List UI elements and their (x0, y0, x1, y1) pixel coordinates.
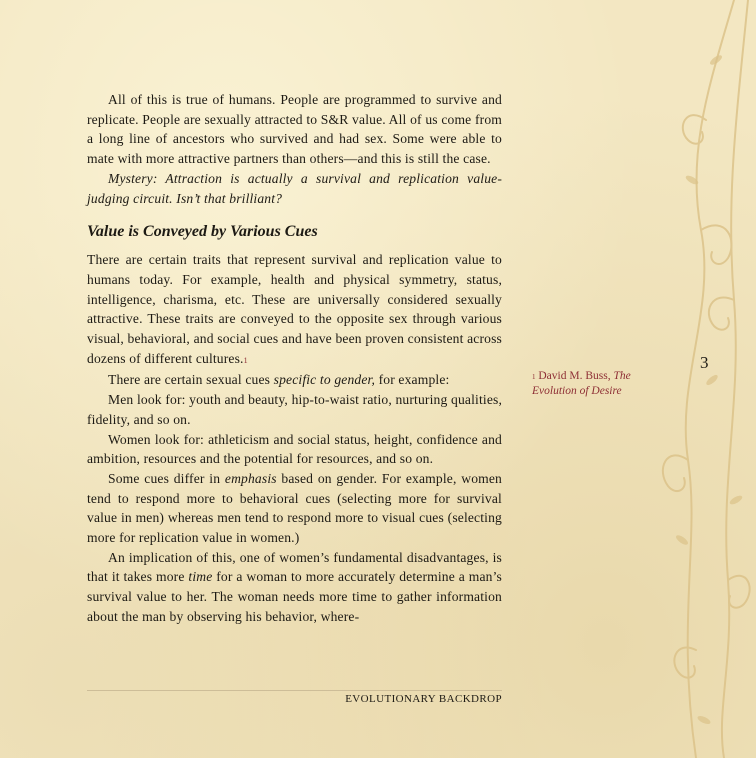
sidenote-title: The Evolution of Desire (532, 370, 631, 397)
sidenote-author: David M. Buss, (538, 370, 614, 382)
paragraph-7-start: Some cues differ in (108, 470, 225, 486)
running-footer: EVOLUTIONARY BACKDROP (345, 693, 502, 705)
sidenote-number: 1 (532, 373, 536, 381)
section-heading: Value is Conveyed by Various Cues (87, 223, 318, 241)
paragraph-4-end: for example: (375, 372, 450, 388)
sidenote (532, 370, 662, 398)
paragraph-3-text: There are certain traits that represent survival and replication value to humans today. For example, health and physical symmetry, status, intelligence, charisma, etc. These are universally considered sexually attractive. These traits are conveyed to the opposite sex through various visual, behavioral, and social cues and have been proven consistent across dozens of different cultures. (87, 252, 502, 366)
paragraph-5: Men look for: youth and beauty, hip-to-waist ratio, nurturing qualities, fidelity, and so on. (87, 392, 502, 427)
paragraph-8-start: An implication of this, one of women’s fundamental disadvantages, is that it takes more (87, 549, 502, 585)
footnote-ref: 1 (243, 355, 248, 365)
paragraph-7-end: based on gender. For example, women tend to respond more to behavioral cues (selecting more for survival value in men) whereas men tend to respond more to visual cues (selecting more for replication value in women.) (87, 470, 502, 546)
paragraph-3 (87, 250, 502, 370)
footer-divider (87, 690, 502, 691)
paragraph-7 (87, 469, 502, 548)
paragraph-7-emphasis: emphasis (224, 470, 277, 486)
paragraph-8-end: for a woman to more accurately determine a man’s survival value to her. The woman needs more time to gather information about the man by observing his behavior, where- (87, 569, 502, 624)
paragraph-8-emphasis: time (188, 569, 213, 585)
mystery-quote: Mystery: Attraction is actually a survival and replication value-judging circuit. Isn’t that brilliant? (87, 170, 502, 206)
paragraph-6: Women look for: athleticism and social status, height, confidence and ambition, resources and the potential for resources, and so on. (87, 431, 502, 467)
paragraph-1: All of this is true of humans. People are programmed to survive and replicate. People are sexually attracted to S&R value. All of us come from a long line of ancestors who survived and had sex. Some were able to mate with more attractive partners than others—and this is still the case. (87, 92, 502, 167)
paragraph-4-emphasis: specific to gender, (273, 372, 376, 388)
main-text-column (87, 90, 502, 627)
paragraph-8 (87, 548, 502, 627)
paragraph-4-start: There are certain sexual cues (108, 372, 274, 388)
paragraph-4 (87, 370, 502, 390)
page-number: 3 (700, 353, 709, 372)
